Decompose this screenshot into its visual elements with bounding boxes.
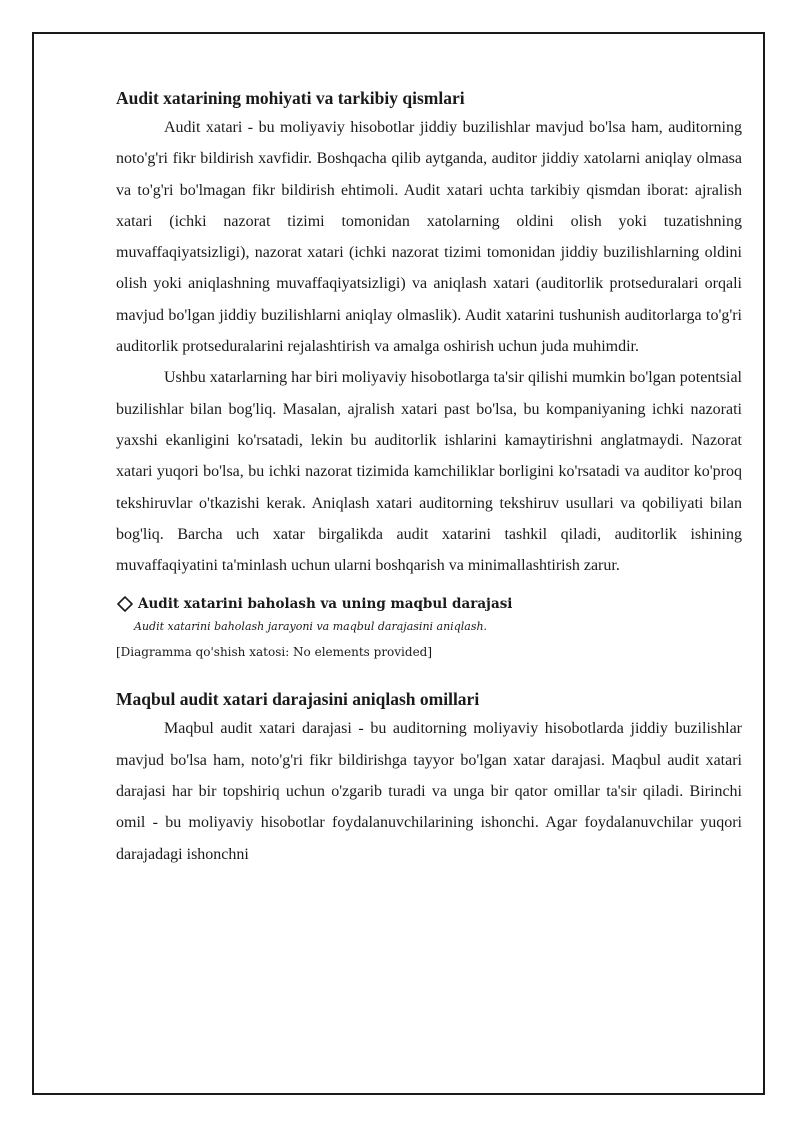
diagram-block [116, 593, 742, 661]
diamond-outline-icon [116, 595, 134, 613]
paragraph-risk-components: Ushbu xatarlarning har biri moliyaviy hisobotlarga ta'sir qilishi mumkin bo'lgan potentsial buzilishlar bilan bog'liq. Masalan, ajralish xatari past bo'lsa, bu kompaniyaning ichki nazorati yaxshi ekanligini ko'rsatadi, lekin bu auditorlik ishlarini kamaytirishni anglatmaydi. Nazorat xatari yuqori bo'lsa, bu ichki nazorat tizimida kamchiliklar borligini ko'rsatadi va auditor ko'proq tekshiruvlar o'tkazishi kerak. Aniqlash xatari auditorning tekshiruv usullari va qobiliyati bilan bog'liq. Barcha uch xatar birgalikda audit xatarini tashkil qiladi, auditorlik ishining muvaffaqiyatini ta'minlash uchun ularni boshqarish va minimallashtirish zarur. [116, 369, 742, 575]
section-heading-audit-risk-nature: Audit xatarining mohiyati va tarkibiy qismlari [116, 88, 465, 108]
section-heading-acceptable-risk-factors: Maqbul audit xatari darajasini aniqlash omillari [116, 689, 480, 710]
diagram-title-text: Audit xatarini baholash va uning maqbul darajasi [138, 596, 513, 613]
diagram-title [116, 593, 742, 615]
paragraph-acceptable-risk-level: Maqbul audit xatari darajasi - bu auditorning moliyaviy hisobotlarda jiddiy buzilishlar mavjud bo'lsa ham, noto'g'ri fikr bildirishga tayyor bo'lgan xatar darajasi. Maqbul audit xatari darajasi har bir topshiriq uchun o'zgarib turadi va unga bir qator omillar ta'sir qiladi. Birinchi omil - bu moliyaviy hisobotlar foydalanuvchilarining ishonchi. Agar foydalanuvchilar yuqori darajadagi ishonchni [116, 720, 742, 863]
diagram-caption: Audit xatarini baholash jarayoni va maqbul darajasini aniqlash. [134, 620, 488, 634]
paragraph-audit-risk-definition: Audit xatari - bu moliyaviy hisobotlar jiddiy buzilishlar mavjud bo'lsa ham, auditorning noto'g'ri fikr bildirish xavfidir. Boshqacha qilib aytganda, auditor jiddiy xatolarni aniqlay olmasa va to'g'ri bo'lmagan fikr bildirish ehtimoli. Audit xatari uchta tarkibiy qismdan iborat: ajralish xatari (ichki nazorat tizimi tomonidan xatolarning oldini olish yoki tuzatishning muvaffaqiyatsizligi), nazorat xatari (ichki nazorat tizimi tomonidan jiddiy buzilishlarning oldini olish yoki aniqlashning muvaffaqiyatsizligi) va aniqlash xatari (auditorlik protseduralari orqali mavjud bo'lgan jiddiy buzilishlarni aniqlay olmaslik). Audit xatarini tushunish auditorlarga to'g'ri auditorlik protseduralarini rejalashtirish va amalga oshirish uchun juda muhimdir. [116, 119, 742, 356]
diagram-error-message: [Diagramma qo'shish xatosi: No elements provided] [116, 645, 433, 660]
document-body [116, 84, 742, 870]
